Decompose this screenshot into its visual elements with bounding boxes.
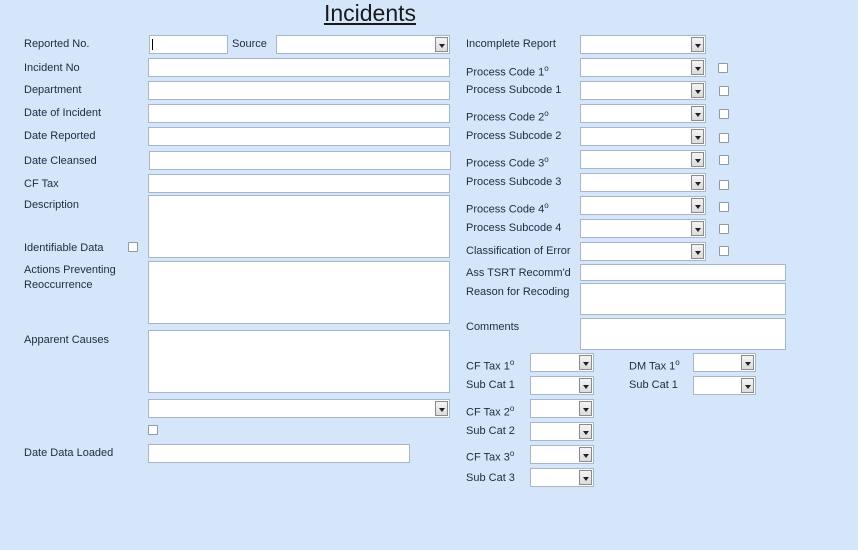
sub-cat-3-dropdown[interactable]	[530, 468, 594, 487]
chevron-down-icon[interactable]	[741, 355, 754, 370]
chevron-down-icon[interactable]	[691, 129, 704, 144]
process-code-4-dropdown[interactable]	[580, 196, 706, 215]
chevron-down-icon[interactable]	[579, 470, 592, 485]
chevron-down-icon[interactable]	[691, 221, 704, 236]
comments-label: Comments	[466, 321, 520, 333]
chevron-down-icon[interactable]	[579, 447, 592, 462]
date-of-incident-input[interactable]	[148, 104, 450, 123]
text-cursor	[152, 39, 153, 50]
process-code-1-label: Process Code 1$^o$	[466, 64, 549, 79]
process-code-2-checkbox[interactable]	[719, 109, 729, 119]
chevron-down-icon[interactable]	[579, 401, 592, 416]
chevron-down-icon[interactable]	[579, 424, 592, 439]
chevron-down-icon[interactable]	[691, 83, 704, 98]
ass-tsrt-label: Ass TSRT Recomm'd	[466, 267, 571, 279]
chevron-down-icon[interactable]	[691, 60, 704, 75]
description-textarea[interactable]	[148, 195, 450, 258]
incomplete-report-dropdown[interactable]	[580, 35, 706, 54]
sub-cat-2-dropdown[interactable]	[530, 422, 594, 441]
process-code-3-label: Process Code 3$^o$	[466, 155, 549, 170]
date-cleansed-input[interactable]	[149, 151, 451, 170]
process-subcode-4-label: Process Subcode 4	[466, 222, 562, 234]
process-subcode-3-dropdown[interactable]	[580, 173, 706, 192]
process-subcode-4-checkbox[interactable]	[719, 224, 729, 234]
date-reported-input[interactable]	[148, 127, 450, 146]
apparent-causes-textarea[interactable]	[148, 330, 450, 393]
incomplete-report-label: Incomplete Report	[466, 38, 556, 50]
identifiable-data-label: Identifiable Data	[24, 242, 104, 254]
process-code-3-checkbox[interactable]	[719, 155, 729, 165]
cf-tax-1-label: CF Tax 1$^o$	[466, 358, 515, 373]
chevron-down-icon[interactable]	[435, 37, 448, 52]
department-input[interactable]	[148, 81, 450, 100]
date-reported-label: Date Reported	[24, 130, 96, 142]
process-code-2-label: Process Code 2$^o$	[466, 109, 549, 124]
reoccurrence-label: Reoccurrence	[24, 279, 93, 291]
incident-no-input[interactable]	[148, 58, 450, 77]
department-label: Department	[24, 84, 82, 96]
ass-tsrt-input[interactable]	[580, 264, 786, 281]
cf-tax-1-dropdown[interactable]	[530, 353, 594, 372]
process-subcode-1-checkbox[interactable]	[719, 86, 729, 96]
process-code-4-checkbox[interactable]	[719, 202, 729, 212]
process-subcode-4-dropdown[interactable]	[580, 219, 706, 238]
reported-no-input[interactable]	[149, 35, 228, 54]
chevron-down-icon[interactable]	[691, 152, 704, 167]
dm-sub-cat-1-label: Sub Cat 1	[629, 379, 678, 391]
cf-tax-3-dropdown[interactable]	[530, 445, 594, 464]
process-subcode-1-label: Process Subcode 1	[466, 84, 562, 96]
actions-preventing-textarea[interactable]	[148, 261, 450, 324]
cf-tax-label: CF Tax	[24, 178, 59, 190]
reported-no-label: Reported No.	[24, 38, 90, 50]
date-cleansed-label: Date Cleansed	[24, 155, 97, 167]
process-subcode-2-dropdown[interactable]	[580, 127, 706, 146]
cf-tax-2-label: CF Tax 2$^o$	[466, 404, 515, 419]
date-data-loaded-label: Date Data Loaded	[24, 447, 114, 459]
cf-tax-2-dropdown[interactable]	[530, 399, 594, 418]
process-subcode-2-label: Process Subcode 2	[466, 130, 562, 142]
classification-of-error-checkbox[interactable]	[719, 246, 729, 256]
chevron-down-icon[interactable]	[691, 37, 704, 52]
identifiable-data-checkbox[interactable]	[128, 242, 138, 252]
process-subcode-2-checkbox[interactable]	[719, 133, 729, 143]
unlabeled-checkbox[interactable]	[148, 425, 158, 435]
reason-for-recoding-input[interactable]	[580, 283, 786, 315]
chevron-down-icon[interactable]	[579, 355, 592, 370]
process-subcode-3-label: Process Subcode 3	[466, 176, 562, 188]
process-subcode-1-dropdown[interactable]	[580, 81, 706, 100]
incident-no-label: Incident No	[24, 62, 80, 74]
chevron-down-icon[interactable]	[691, 175, 704, 190]
sub-cat-2-label: Sub Cat 2	[466, 425, 515, 437]
chevron-down-icon[interactable]	[691, 244, 704, 259]
chevron-down-icon[interactable]	[579, 378, 592, 393]
dm-tax-1-label: DM Tax 1$^o$	[629, 358, 680, 373]
process-code-1-checkbox[interactable]	[718, 63, 728, 73]
cf-tax-3-label: CF Tax 3$^o$	[466, 449, 515, 464]
process-code-4-label: Process Code 4$^o$	[466, 201, 549, 216]
comments-input[interactable]	[580, 318, 786, 350]
classification-of-error-dropdown[interactable]	[580, 242, 706, 261]
sub-cat-3-label: Sub Cat 3	[466, 472, 515, 484]
sub-cat-1-dropdown[interactable]	[530, 376, 594, 395]
process-code-1-dropdown[interactable]	[580, 58, 706, 77]
chevron-down-icon[interactable]	[741, 378, 754, 393]
date-data-loaded-input[interactable]	[148, 444, 410, 463]
dm-sub-cat-1-dropdown[interactable]	[693, 376, 756, 395]
reason-for-recoding-label: Reason for Recoding	[466, 286, 570, 298]
process-code-2-dropdown[interactable]	[580, 104, 706, 123]
chevron-down-icon[interactable]	[691, 198, 704, 213]
unlabeled-dropdown[interactable]	[148, 399, 450, 418]
source-dropdown[interactable]	[276, 35, 450, 54]
chevron-down-icon[interactable]	[691, 106, 704, 121]
cf-tax-input[interactable]	[148, 174, 450, 193]
dm-tax-1-dropdown[interactable]	[693, 353, 756, 372]
date-of-incident-label: Date of Incident	[24, 107, 102, 119]
source-label: Source	[232, 38, 267, 50]
process-code-3-dropdown[interactable]	[580, 150, 706, 169]
classification-of-error-label: Classification of Error	[466, 245, 571, 257]
process-subcode-3-checkbox[interactable]	[719, 180, 729, 190]
description-label: Description	[24, 199, 80, 211]
apparent-causes-label: Apparent Causes	[24, 334, 109, 346]
sub-cat-1-label: Sub Cat 1	[466, 379, 515, 391]
actions-preventing-label: Actions Preventing	[24, 264, 116, 276]
form-title: Incidents	[323, 0, 417, 26]
chevron-down-icon[interactable]	[435, 401, 448, 416]
